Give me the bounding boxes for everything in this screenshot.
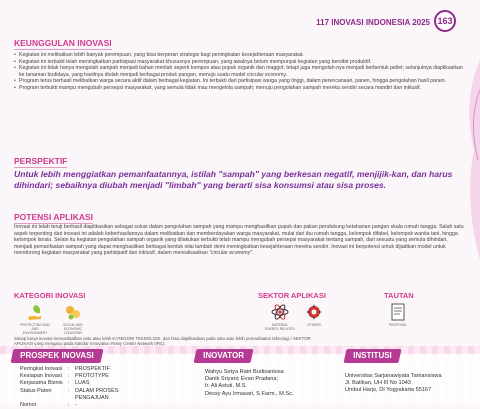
kategori-label: SOCIAL AND ECONOMIC CONCERNS: [63, 323, 83, 335]
coins-icon: [63, 302, 83, 322]
prospek-value: PROSPEKTIF: [75, 366, 110, 372]
kategori-item-social: [58, 302, 88, 335]
kategori-label: PROTECTING MAN AND ENVIRONMENT: [20, 323, 50, 335]
prospek-key: Nomor: [20, 402, 37, 409]
prospek-key: Peringkat Inovasi: [20, 366, 63, 372]
prospek-key: Kerjasama Bisnis: [20, 380, 63, 387]
potensi-text: [14, 224, 466, 257]
institusi-line: Umbul Harjo, DI Yogyakarta 55167: [345, 387, 432, 394]
prospek-table: [20, 366, 135, 409]
kategori-title: KATEGORI INOVASI: [14, 291, 86, 300]
prospek-row: Status Paten : DALAM PROSES PENGAJUAN: [20, 388, 135, 402]
sektor-title: SEKTOR APLIKASI: [258, 291, 326, 300]
others-icon: [304, 302, 324, 322]
potensi-title: POTENSI APLIKASI: [14, 212, 94, 222]
prospek-value: PROTOTYPE: [75, 373, 109, 380]
list-item: • Kegiatan ini terbukti telah meningkatkan partisipasi masyarakat khususnya perempuan, yang awalnya belum mempunyai kegiatan yang bersifat produktif.: [14, 59, 464, 66]
list-item: • Kegiatan ini melibatkan lebih banyak perempuan, yang bisa berperan strategis bagi peningkatan kesejahteraan masyarakat.: [14, 52, 464, 59]
header-title: 117 INOVASI INDONESIA 2025: [316, 18, 430, 27]
leaf-hand-icon: [25, 302, 45, 322]
potensi-em: "circular economy": [209, 250, 253, 257]
prospek-row: Kerjasama Bisnis : LUAS: [20, 380, 135, 387]
institusi-title: INSTITUSI: [353, 351, 392, 360]
atom-icon: [270, 302, 290, 322]
prospek-value: LUAS: [75, 380, 90, 387]
list-item: • Kegiatan ini tidak hanya mengolah sampah menjadi bahan mentah seperti kompos atau pupuk organik dan maggot; tetapi juga mengolah-nya menjadi berbentuk pellet; selanjutnya diaplikasikan ke tanaman budidaya, yang hasilnya diolah menjadi berbagai produk pangan, menuju suatu model circular economy.: [14, 65, 464, 78]
inovator-title: INOVATOR: [203, 351, 244, 360]
inovator-list: [205, 369, 335, 398]
sektor-item-others: [299, 302, 329, 327]
sektor-label: OTHERS: [307, 323, 321, 327]
potensi-end: .: [252, 250, 254, 257]
tautan-label: PROPOSAL: [388, 323, 408, 327]
institusi-line: Jl. Batikan, UH III No 1043: [345, 380, 411, 387]
institusi-line: Universitas Sarjanawiyata Tamansiswa: [345, 373, 442, 379]
prospek-row: Nomor : -: [20, 402, 135, 409]
page-number: 163: [434, 10, 456, 32]
list-item: • Program terbukti mampu mengubah persepsi masyarakat, yang semula tidak mau mengelola sampah; menuju pengolahan sampah mereka sendiri secara mandiri dan inklusif.: [14, 85, 464, 92]
sektor-item-material: [265, 302, 295, 331]
keunggulan-list: [14, 52, 464, 92]
prospek-key: Status Paten: [20, 387, 52, 394]
document-icon: [388, 302, 408, 322]
tautan-item-proposal[interactable]: [383, 302, 413, 327]
potensi-main: Inovasi ini telah teruji berhasil diaplikasikan sebagai solusi dalam pengolahan sampah yang mampu menghasilkan pupuk dan pakan pendukung ketahanan pangan skala rumah tangga. Salah satu aspek terpenting dari inovasi ini adalah keberhasilannya dalam melibatkan dan memberdayakan warga masyarakat, mulai dari ibu rumah tangga, kelompok difabel, kelompok wanita tani, hingga kelompok lansia. Selain itu kegiatan pengolahan sampah organik yang dilakukan terbukti telah mampu mengubah persepsi masyarakat tentang sampah, dari sesuatu yang semula dihindari, menjadi pemanfaatan sampah yang dapat menghasilkan berbagai bentuk nilai tambah demi meningkatkan kesejahteraan mereka sendiri. Inovasi ini berpotensi untuk dijadikan model untuk mendorong kegiatan masyarakat yang partisipatif dan inklusif, dalam merealisasikan: [14, 224, 464, 257]
tautan-title: TAUTAN: [384, 291, 414, 300]
keunggulan-title: KEUNGGULAN INOVASI: [14, 38, 112, 48]
note-text: Setiap karya inovasi memanfaatkan satu atau lebih KATEGORI TEKNOLOGI, dan bisa diaplikasikan pada satu atau lebih pemanfaatan teknologi / SEKTOR APLIKASI yang mengacu pada standar Innovation Relay Center Network (IRC).: [14, 336, 311, 346]
prospek-value: DALAM PROSES PENGAJUAN: [75, 387, 119, 401]
perspektif-title: PERSPEKTIF: [14, 156, 68, 166]
sektor-label: MATERIAL ENERGY RELATED: [265, 323, 295, 331]
inovator-line: Dessy Ayu Irmasari, S.Farm., M.Sc.: [205, 390, 294, 397]
inovator-line: Danik Sriyani; Evan Pradana;: [205, 376, 279, 383]
list-item: • Program terus berhasil melibatkan warga secara aktif dalam berbagai kegiatan. Ini terbukti dari partisipasi warga yang tinggi, dalam perencanaan, panen, hingga pengolahan hasil panen.: [14, 78, 464, 85]
perspektif-text: Untuk lebih menggiatkan pemanfaatannya, istilah "sampah" yang berkesan negatif, menjijik-kan, dan harus dihindari; sebaiknya diubah menjadi "limbah" yang berarti sisa konsumsi atau sisa proses.: [14, 169, 453, 190]
prospek-title: PROSPEK INOVASI: [20, 351, 94, 360]
prospek-row: Peringkat Inovasi : PROSPEKTIF: [20, 366, 135, 373]
institusi-tag: [344, 349, 402, 363]
kategori-item-protecting: [20, 302, 50, 335]
prospek-key: Kesiapan Inovasi: [20, 373, 62, 380]
institusi-list: [345, 373, 475, 395]
inovator-line: Wahyu Setya Ratri Budisantosa: [205, 369, 284, 375]
prospek-tag: [11, 349, 104, 363]
prospek-value: -: [75, 402, 77, 409]
inovator-tag: [194, 349, 254, 363]
inovator-line: Ir. Ali Astuti, M.S.: [205, 383, 247, 390]
prospek-row: Kesiapan Inovasi : PROTOTYPE: [20, 373, 135, 380]
